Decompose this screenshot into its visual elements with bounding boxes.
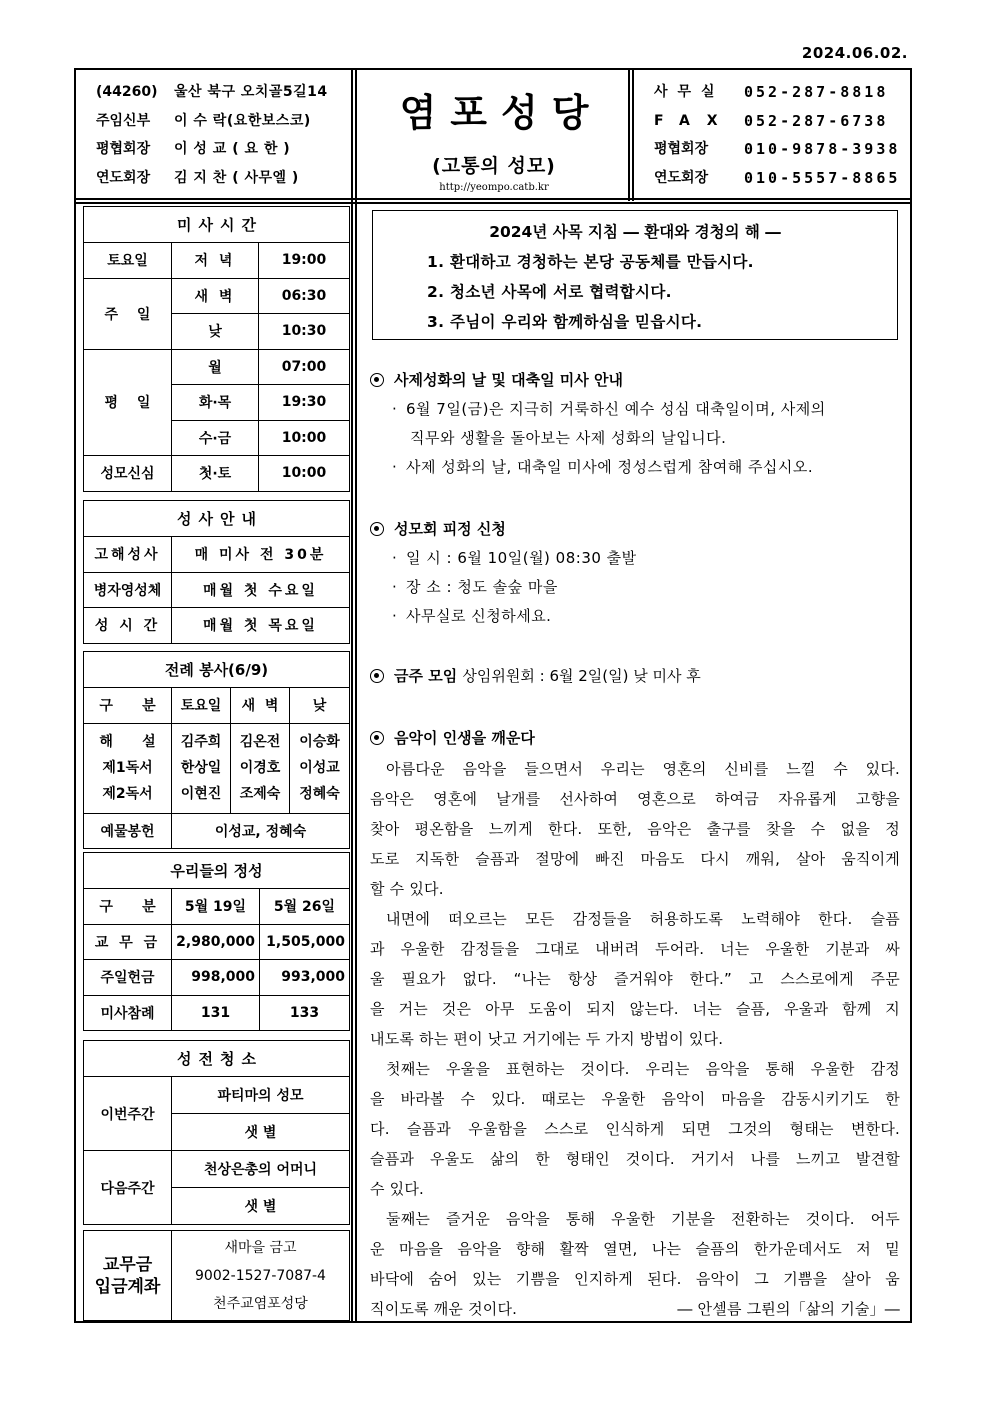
sacraments-table [83,500,350,644]
section-title: 음악이 인생을 깨운다 [394,729,535,747]
list-item: · 사무실로 신청하세요. [370,602,900,631]
sacraments-title: 성사안내 [84,501,350,537]
account-number: 9002-1527-7087-4 [195,1267,326,1284]
essay-line: 둘째는 즐거운 음악을 통해 우울한 기분을 전환하는 것이다. 어두 [386,1210,900,1228]
essay-line: 첫째는 우울을 표현하는 것이다. 우리는 음악을 통해 우울한 감정 [386,1060,900,1078]
section-essay-heading [370,724,900,753]
essay-body [370,754,900,1324]
table-header-row: 구 분 토요일 새 벽 낮 [84,688,350,724]
list-item: · 일 시 : 6월 10일(월) 08:30 출발 [370,544,900,573]
essay-line: 아름다운 음악을 들으면서 우리는 영혼의 신비를 느낄 수 있다. [386,760,900,778]
bullet-circle-icon [370,731,384,745]
section-meeting [370,662,900,691]
liturgy-service-table [83,651,350,849]
meeting-detail: 상임위원회 : 6월 2일(일) 낮 미사 후 [462,667,701,685]
table-row: 성 시 간 매월 첫 목요일 [84,608,350,644]
column-divider [355,68,357,1323]
cleaning-title: 성전청소 [84,1041,350,1077]
table-row: 토요일 저 녁 19:00 [84,243,350,279]
council-president: 평협회장 이 성 교 ( 요 한 ) [96,141,291,157]
bullet-dot-icon: · [392,400,398,418]
contact-list [654,78,900,192]
bullet-dot-icon: · [392,607,398,625]
essay-line: 직이도록 깨운 것이다. [370,1300,518,1318]
mass-times-title: 미사시간 [84,207,350,243]
offerings-title: 우리들의 정성 [84,853,350,889]
cleaning-table [83,1040,350,1225]
parish-info [96,78,328,192]
table-header-row: 구 분 5월 19일 5월 26일 [84,889,350,925]
list-item: · 사제 성화의 날, 대축일 미사에 정성스럽게 참여해 주십시오. [370,453,900,482]
section-priest-day [370,366,900,482]
guideline-title: 2024년 사목 지침 ― 환대와 경청의 해 ― [489,223,781,241]
essay-source: ― 안셀름 그륀의「삶의 기술」― [677,1300,900,1318]
table-row: 다음주간 천상은총의 어머니 [84,1151,350,1188]
guideline-item: 3. 주님이 우리와 함께하심을 믿읍시다. [427,313,703,331]
bullet-circle-icon [370,669,384,683]
liturgy-title: 전례 봉사(6/9) [84,652,350,688]
pastor: 주임신부 이 수 락(요한보스코) [96,112,311,129]
bullet-dot-icon: · [392,549,398,567]
essay-line: 슬픔과 우울도 삶의 한 형태인 것이다. 거기서 나를 느끼고 발견할 [370,1150,900,1168]
bullet-circle-icon [370,373,384,387]
essay-line: 도로 지독한 슬픔과 절망에 빠진 마음도 다시 깨워, 살아 움직이게 [370,850,900,868]
essay-line: 수 있다. [370,1180,425,1198]
contact-office: 사무실 052-287-8818 [654,83,889,101]
essay-line: 내도록 하는 편이 낫고 거기에는 두 가지 방법이 있다. [370,1030,724,1048]
header-divider [632,68,634,201]
offerings-table [83,852,350,1031]
section-retreat [370,515,900,631]
table-row: 예물봉헌 이성교, 정혜숙 [84,813,350,849]
essay-line: 울 필요가 없다. “나는 항상 즐거워야 한다.” 고 스스로에게 주문 [370,970,900,988]
memorial-president: 연도회장 김 지 찬 ( 사무엘 ) [96,169,299,186]
column-divider [351,68,353,1323]
parish-url[interactable]: http://yeompo.catb.kr [439,182,549,193]
table-row: 수·금 10:00 [84,420,350,456]
mass-times-table [83,206,350,492]
parish-patron: (고통의 성모) [432,155,556,177]
account-table [83,1230,350,1321]
essay-line: 을 바라볼 수 있다. 때로는 우울한 음악이 마음을 감동시키기도 한 [370,1090,900,1108]
guideline-item: 2. 청소년 사목에 서로 협력합시다. [427,283,672,301]
postal-address: (44260) 울산 북구 오치골5길14 [96,84,328,100]
essay-line: 할 수 있다. [370,880,444,898]
list-item: · 6월 7일(금)은 지극히 거룩하신 예수 성심 대축일이며, 사제의 [370,395,900,424]
table-row: 미사참례 131 133 [84,995,350,1031]
table-row: 화·목 19:30 [84,385,350,421]
essay-line: 과 우울한 감정들을 그대로 내버려 두어라. 너는 우울한 기분과 싸 [370,940,900,958]
section-title: 사제성화의 날 및 대축일 미사 안내 [394,371,623,389]
list-item-continuation: 직무와 생활을 돌아보는 사제 성화의 날입니다. [410,429,727,447]
table-row: 주 일 새 벽 06:30 [84,278,350,314]
section-title: 성모회 피정 신청 [394,520,506,538]
table-row: 교 무 금 2,980,000 1,505,000 [84,924,350,960]
table-row: 샛 별 [84,1114,350,1151]
table-row: 샛 별 [84,1188,350,1225]
table-row: 평 일 월 07:00 [84,349,350,385]
table-row: 주일헌금 998,000 993,000 [84,960,350,996]
contact-memorial: 연도회장 010-5557-8865 [654,168,901,187]
guideline-item: 1. 환대하고 경청하는 본당 공동체를 만듭시다. [427,253,754,271]
essay-line: 을 거는 것은 아무 도움이 되지 않는다. 너는 슬픔, 우울과 함께 지 [370,1000,900,1018]
masthead [358,72,630,199]
section-title: 금주 모임 [394,667,458,685]
essay-line: 운 마음을 음악을 향해 활짝 열면, 나는 슬픔의 한가운데서도 저 밑 [370,1240,900,1258]
bulletin-date: 2024.06.02. [801,44,908,62]
essay-line: 바닥에 숨어 있는 기쁨을 인지하게 된다. 음악이 그 기쁨을 살아 움 [370,1270,900,1288]
pastoral-guideline-box [372,210,898,340]
list-item: · 장 소 : 청도 솔숲 마을 [370,573,900,602]
essay-line: 음악은 영혼에 날개를 선사하여 영혼으로 하여금 자유롭게 고향을 [370,790,900,808]
table-row: 낮 10:30 [84,314,350,350]
table-row: 병자영성체 매월 첫 수요일 [84,572,350,608]
table-row: 성모신심 첫·토 10:00 [84,456,350,492]
bullet-circle-icon [370,522,384,536]
table-row: 해 설 제1독서 제2독서 김주희 한상일 이현진 김온전 이경호 조제숙 이승화 이성교 정혜숙 [84,723,350,813]
bullet-dot-icon: · [392,578,398,596]
essay-line: 다. 슬픔과 우울함을 스스로 인식하게 되면 그것의 형태는 변한다. [370,1120,900,1138]
essay-line: 찾아 평온함을 느끼게 한다. 또한, 음악은 출구를 찾을 수 없을 정 [370,820,900,838]
essay-final-line [370,1294,900,1324]
contact-fax: FAX 052-287-6738 [654,111,889,130]
bullet-dot-icon: · [392,458,398,476]
parish-name: 염포성당 [399,91,603,135]
table-row: 교무금 입금계좌 새마을 금고 9002-1527-7087-4 천주교염포성당 [84,1231,350,1321]
header-bottom-divider [74,202,912,204]
essay-line: 내면에 떠오르는 모든 감정들을 허용하도록 노력해야 한다. 슬픔 [386,910,900,928]
table-row: 이번주간 파티마의 성모 [84,1077,350,1114]
contact-council: 평협회장 010-9878-3938 [654,140,901,158]
table-row: 고해성사 매 미사 전 30분 [84,537,350,573]
